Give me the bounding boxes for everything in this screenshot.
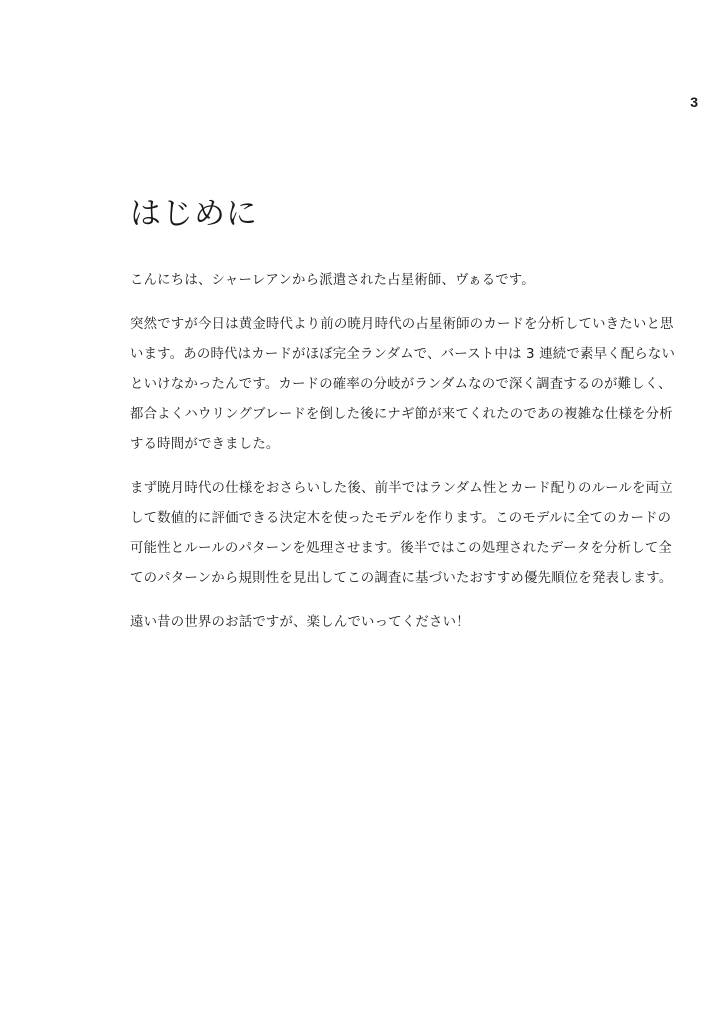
text-line: います。あの時代はカードがほぼ完全ランダムで、バースト中は 3 連続で素早く配らない bbox=[130, 347, 676, 362]
body-text bbox=[130, 266, 676, 652]
text-line: 可能性とルールのパターンを処理させます。後半ではこの処理されたデータを分析して全 bbox=[130, 541, 673, 556]
text-line: こんにちは、シャーレアンから派遣された占星術師、ヴぁるです。 bbox=[130, 273, 535, 288]
text-line: 遠い昔の世界のお話ですが、楽しんでいってください！ bbox=[130, 615, 470, 630]
text-line: まず暁月時代の仕様をおさらいした後、前半ではランダム性とカード配りのルールを両立 bbox=[130, 481, 673, 496]
text-line: する時間ができました。 bbox=[130, 437, 280, 452]
paragraph-plan bbox=[130, 474, 673, 594]
paragraph-greeting bbox=[130, 266, 666, 296]
text-line: 突然ですが今日は黄金時代より前の暁月時代の占星術師のカードを分析していきたいと思 bbox=[130, 317, 674, 332]
text-line: 都合よくハウリングブレードを倒した後にナギ節が来てくれたのであの複雑な仕様を分析 bbox=[130, 407, 673, 422]
page-number: 3 bbox=[690, 94, 698, 110]
text-line: てのパターンから規則性を見出してこの調査に基づいたおすすめ優先順位を発表します。 bbox=[130, 571, 673, 586]
paragraph-closing bbox=[130, 608, 666, 638]
paragraph-intro bbox=[130, 310, 676, 460]
section-title: はじめに bbox=[130, 196, 258, 232]
text-line: といけなかったんです。カードの確率の分岐がランダムなので深く調査するのが難しく、 bbox=[130, 377, 672, 392]
text-line: して数値的に評価できる決定木を使ったモデルを作ります。このモデルに全てのカードの bbox=[130, 511, 672, 526]
